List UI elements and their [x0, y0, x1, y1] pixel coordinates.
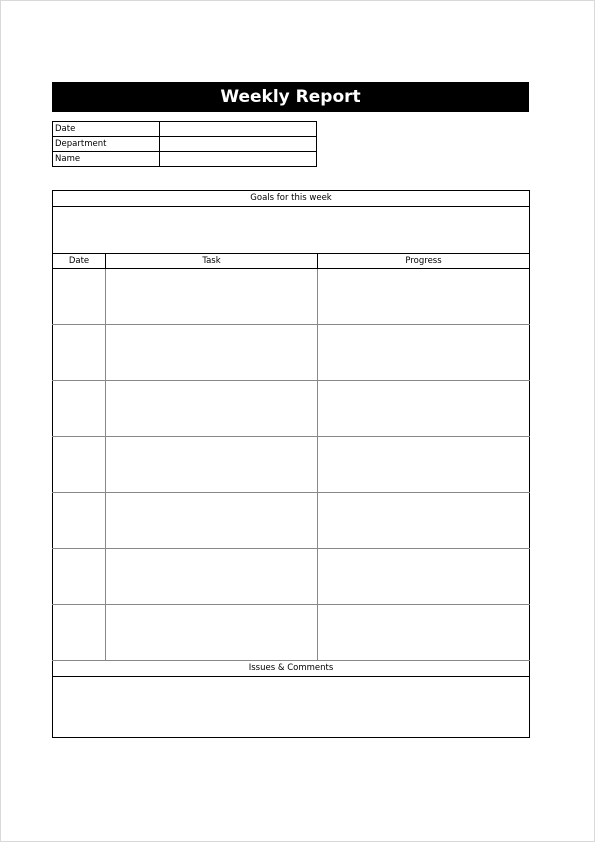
table-row [53, 549, 530, 605]
row-task-cell[interactable] [106, 269, 318, 325]
column-header-date: Date [53, 254, 106, 269]
row-task-cell[interactable] [106, 437, 318, 493]
row-progress-cell[interactable] [318, 605, 530, 661]
table-row [53, 325, 530, 381]
column-header-task: Task [106, 254, 318, 269]
table-row [53, 381, 530, 437]
row-progress-cell[interactable] [318, 269, 530, 325]
page-title: Weekly Report [52, 82, 529, 112]
info-value-field[interactable] [160, 122, 317, 137]
info-row-department [53, 137, 317, 152]
goals-text-area[interactable] [53, 207, 530, 254]
row-progress-cell[interactable] [318, 493, 530, 549]
goals-heading: Goals for this week [53, 191, 530, 207]
row-date-cell[interactable] [53, 437, 106, 493]
info-row-name [53, 152, 317, 167]
info-table [52, 121, 317, 167]
row-date-cell[interactable] [53, 493, 106, 549]
info-label: Date [53, 122, 160, 137]
row-task-cell[interactable] [106, 381, 318, 437]
table-row [53, 437, 530, 493]
row-date-cell[interactable] [53, 269, 106, 325]
row-progress-cell[interactable] [318, 437, 530, 493]
info-value-field[interactable] [160, 137, 317, 152]
row-progress-cell[interactable] [318, 325, 530, 381]
info-label: Department [53, 137, 160, 152]
row-date-cell[interactable] [53, 549, 106, 605]
info-value-field[interactable] [160, 152, 317, 167]
row-date-cell[interactable] [53, 381, 106, 437]
report-table [52, 190, 530, 738]
table-row [53, 269, 530, 325]
table-row [53, 605, 530, 661]
row-progress-cell[interactable] [318, 381, 530, 437]
table-row [53, 493, 530, 549]
row-task-cell[interactable] [106, 325, 318, 381]
issues-heading: Issues & Comments [53, 661, 530, 677]
issues-text-area[interactable] [53, 677, 530, 738]
row-progress-cell[interactable] [318, 549, 530, 605]
row-date-cell[interactable] [53, 605, 106, 661]
row-task-cell[interactable] [106, 549, 318, 605]
info-row-date [53, 122, 317, 137]
info-label: Name [53, 152, 160, 167]
row-date-cell[interactable] [53, 325, 106, 381]
row-task-cell[interactable] [106, 605, 318, 661]
row-task-cell[interactable] [106, 493, 318, 549]
column-header-progress: Progress [318, 254, 530, 269]
